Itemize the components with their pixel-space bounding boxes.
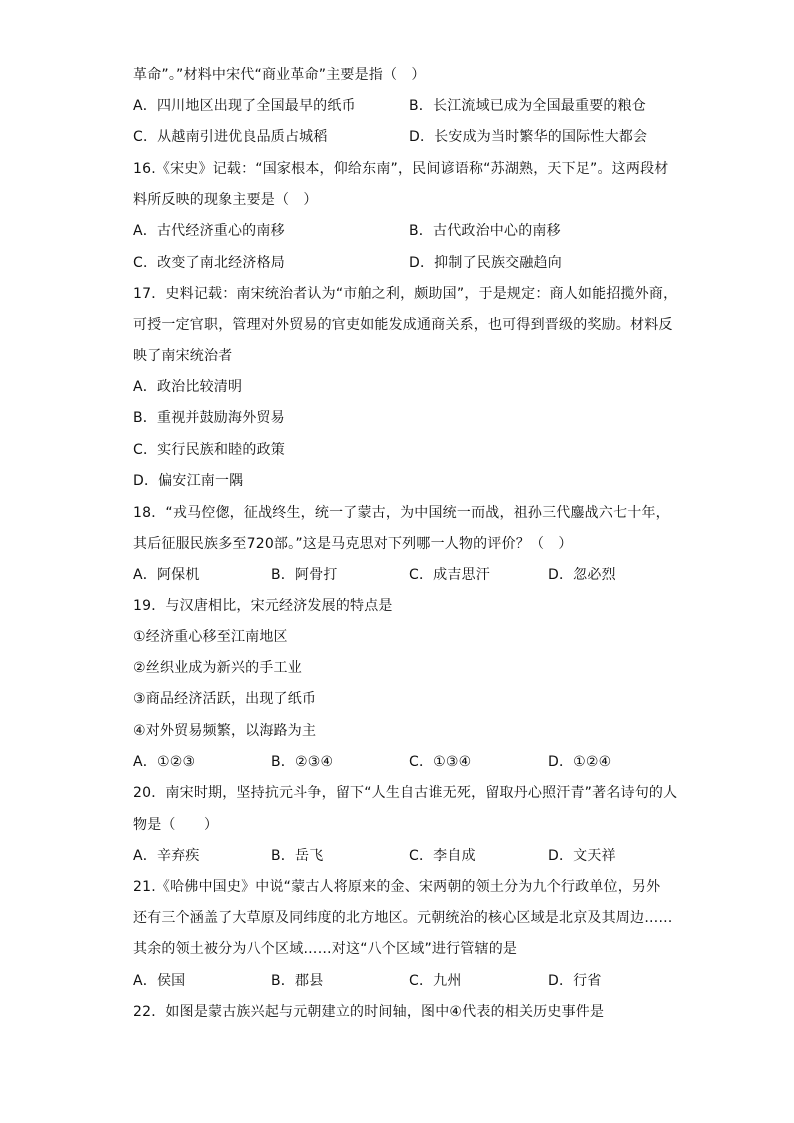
q18-stem-line-2: 其后征服民族多至720部。”这是马克思对下列哪一人物的评价？（ ） (133, 536, 573, 552)
q22-stem-line-1: 22．如图是蒙古族兴起与元朝建立的时间轴，图中④代表的相关历史事件是 (133, 1004, 605, 1020)
q19-option-c: C．①③④ (409, 754, 472, 770)
q18-option-b: B．阿骨打 (271, 567, 338, 583)
q17-stem-line-3: 映了南宋统治者 (133, 348, 233, 364)
q19-option-b: B．②③④ (271, 754, 334, 770)
q17-option-b: B．重视并鼓励海外贸易 (133, 410, 285, 426)
q20-stem-line-1: 20．南宋时期，坚持抗元斗争，留下“人生自古谁无死，留取丹心照汗青”著名诗句的人 (133, 785, 678, 801)
q21-option-a: A．侯国 (133, 973, 186, 989)
q15-option-a: A．四川地区出现了全国最早的纸币 (133, 98, 356, 114)
q19-item-1: ①经济重心移至江南地区 (133, 629, 288, 645)
q20-option-b: B．岳飞 (271, 848, 324, 864)
q21-stem-line-1: 21.《哈佛中国史》中说“蒙古人将原来的金、宋两朝的领土分为九个行政单位，另外 (133, 879, 661, 895)
q15-option-b: B．长江流域已成为全国最重要的粮仓 (409, 98, 647, 114)
q21-stem-line-2: 还有三个涵盖了大草原及同纬度的北方地区。元朝统治的核心区域是北京及其周边…… (133, 910, 673, 926)
q21-option-b: B．郡县 (271, 973, 324, 989)
q16-stem-line-2: 料所反映的现象主要是（ ） (133, 192, 318, 208)
q19-item-3: ③商品经济活跃，出现了纸币 (133, 691, 317, 707)
q21-option-d: D．行省 (548, 973, 602, 989)
q19-stem-line-1: 19．与汉唐相比，宋元经济发展的特点是 (133, 598, 393, 614)
q19-item-2: ②丝织业成为新兴的手工业 (133, 660, 302, 676)
q16-option-d: D．抑制了民族交融趋向 (409, 255, 562, 271)
q19-option-d: D．①②④ (548, 754, 612, 770)
q20-option-c: C．李自成 (409, 848, 476, 864)
q17-option-a: A．政治比较清明 (133, 379, 243, 395)
q16-option-c: C．改变了南北经济格局 (133, 255, 285, 271)
q15-option-d: D．长安成为当时繁华的国际性大都会 (409, 129, 648, 145)
q17-option-d: D．偏安江南一隅 (133, 473, 244, 489)
q18-option-a: A．阿保机 (133, 567, 200, 583)
q19-item-4: ④对外贸易频繁，以海路为主 (133, 723, 317, 739)
q17-option-c: C．实行民族和睦的政策 (133, 442, 285, 458)
q18-option-c: C．成吉思汗 (409, 567, 490, 583)
q21-stem-line-3: 其余的领土被分为八个区域……对这“八个区域”进行管辖的是 (133, 941, 518, 957)
q20-option-a: A．辛弃疾 (133, 848, 200, 864)
q16-stem-line-1: 16.《宋史》记载：“国家根本，仰给东南”，民间谚语称“苏湖熟，天下足”。这两段材 (133, 161, 669, 177)
q20-stem-line-2: 物是（ ） (133, 817, 219, 833)
q15-option-c: C．从越南引进优良品质占城稻 (133, 129, 328, 145)
q20-option-d: D．文天祥 (548, 848, 616, 864)
q18-stem-line-1: 18．“戎马倥偬，征战终生，统一了蒙古，为中国统一而战，祖孙三代鏖战六七十年， (133, 505, 670, 521)
q16-option-b: B．古代政治中心的南移 (409, 223, 561, 239)
q17-stem-line-2: 可授一定官职，管理对外贸易的官吏如能发成通商关系，也可得到晋级的奖励。材料反 (133, 317, 673, 333)
q17-stem-line-1: 17．史料记载：南宋统治者认为“市舶之利，颇助国”，于是规定：商人如能招揽外商， (133, 286, 678, 302)
q15-stem-tail: 革命”。”材料中宋代“商业革命”主要是指（ ） (133, 67, 426, 83)
q18-option-d: D．忽必烈 (548, 567, 616, 583)
q16-option-a: A．古代经济重心的南移 (133, 223, 285, 239)
q19-option-a: A．①②③ (133, 754, 196, 770)
q21-option-c: C．九州 (409, 973, 462, 989)
